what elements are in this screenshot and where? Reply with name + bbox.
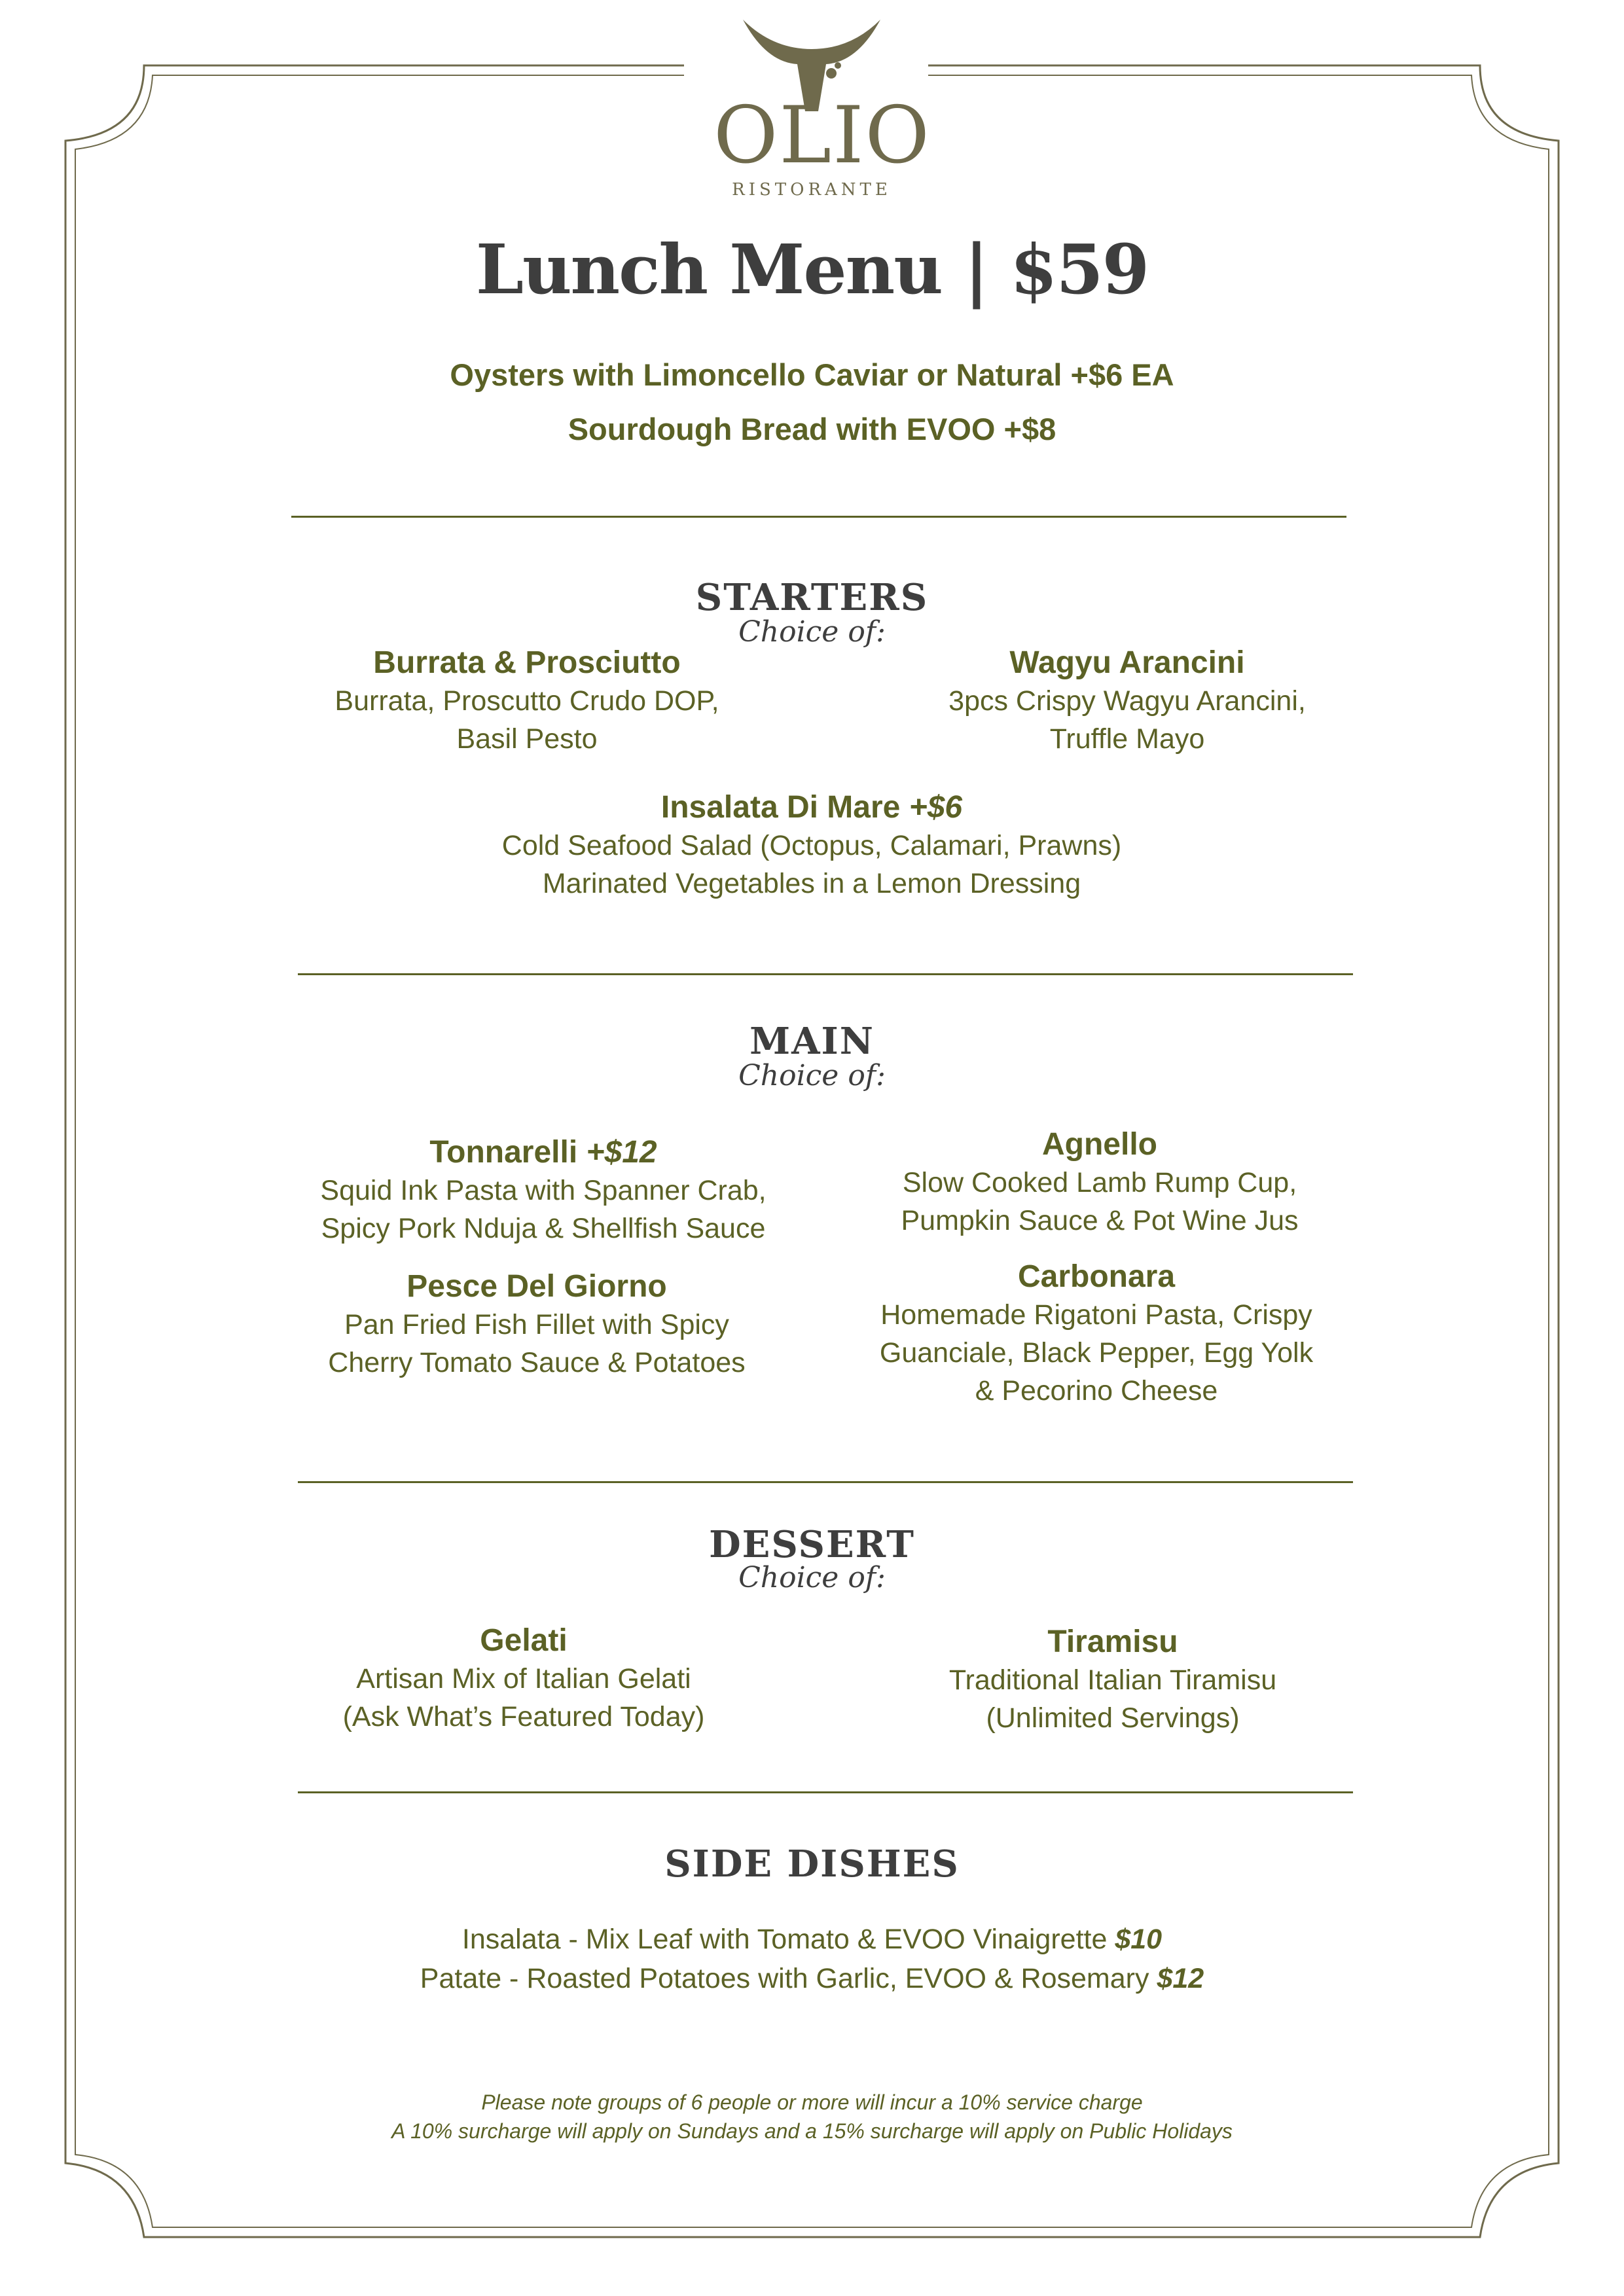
item-desc: Cherry Tomato Sauce & Potatoes	[328, 1347, 746, 1378]
brand-name: OLIO	[713, 90, 931, 181]
item-desc: Marinated Vegetables in a Lemon Dressing	[542, 868, 1081, 899]
item-name-row	[353, 789, 1270, 827]
main-heading: MAIN	[749, 1020, 875, 1063]
dessert-item-gelati	[262, 1622, 785, 1736]
item-desc: 3pcs Crispy Wagyu Arancini,	[948, 685, 1306, 717]
main-item-tonnarelli	[262, 1134, 825, 1247]
item-desc: Squid Ink Pasta with Spanner Crab,	[320, 1175, 767, 1206]
starter-item-burrata	[265, 644, 789, 758]
starters-heading: STARTERS	[695, 576, 929, 619]
side-price: $12	[1157, 1963, 1204, 1994]
item-desc: Traditional Italian Tiramisu	[948, 1664, 1277, 1696]
item-supplement: +$12	[586, 1135, 657, 1170]
item-name: Tiramisu	[1047, 1624, 1178, 1659]
starters-choice: Choice of:	[738, 615, 886, 649]
brand-subtitle: RISTORANTE	[732, 180, 892, 200]
item-name: Pesce Del Giorno	[406, 1269, 667, 1304]
divider-4	[298, 1791, 1353, 1793]
main-item-carbonara	[815, 1258, 1378, 1410]
main-item-pesce	[255, 1268, 818, 1382]
page-title: Lunch Menu | $59	[475, 229, 1149, 310]
extra-sourdough: Sourdough Bread with EVOO +$8	[568, 412, 1056, 446]
item-name: Gelati	[480, 1623, 568, 1658]
item-desc: (Unlimited Servings)	[986, 1702, 1240, 1734]
starter-item-arancini	[865, 644, 1389, 758]
logo	[713, 13, 931, 200]
side-item-patate	[0, 1958, 1624, 1999]
service-charge-note: Please note groups of 6 people or more will incur a 10% service charge	[481, 2090, 1143, 2114]
item-name: Agnello	[1042, 1127, 1157, 1162]
side-price: $10	[1115, 1924, 1163, 1955]
item-name: Insalata Di Mare	[660, 790, 901, 825]
item-desc: Burrata, Proscutto Crudo DOP,	[334, 685, 719, 717]
dessert-choice: Choice of:	[738, 1561, 886, 1594]
item-desc: Guanciale, Black Pepper, Egg Yolk	[879, 1337, 1314, 1369]
starter-item-insalata	[353, 789, 1270, 903]
divider-1	[291, 516, 1346, 518]
item-desc: Basil Pesto	[456, 723, 598, 755]
item-desc: Spicy Pork Nduja & Shellfish Sauce	[321, 1213, 766, 1244]
side-text: Patate - Roasted Potatoes with Garlic, EVOO & Rosemary	[420, 1963, 1149, 1994]
item-desc: Pumpkin Sauce & Pot Wine Jus	[901, 1205, 1299, 1236]
side-text: Insalata - Mix Leaf with Tomato & EVOO Vinaigrette	[461, 1924, 1108, 1955]
item-desc: Homemade Rigatoni Pasta, Crispy	[880, 1299, 1312, 1331]
divider-3	[298, 1481, 1353, 1483]
side-item-insalata	[0, 1919, 1624, 1960]
item-name: Wagyu Arancini	[1009, 645, 1245, 680]
item-desc: Slow Cooked Lamb Rump Cup,	[902, 1167, 1297, 1198]
dessert-item-tiramisu	[851, 1623, 1375, 1737]
item-desc: Pan Fried Fish Fillet with Spicy	[344, 1309, 729, 1340]
item-name-row	[262, 1134, 825, 1172]
divider-2	[298, 973, 1353, 975]
item-desc: & Pecorino Cheese	[975, 1375, 1218, 1407]
main-choice: Choice of:	[738, 1059, 886, 1092]
item-name: Carbonara	[1017, 1259, 1176, 1294]
item-desc: Truffle Mayo	[1049, 723, 1205, 755]
item-supplement: +$6	[909, 790, 963, 825]
surcharge-note: A 10% surcharge will apply on Sundays and a 15% surcharge will apply on Public Holidays	[391, 2119, 1233, 2143]
item-desc: Artisan Mix of Italian Gelati	[356, 1663, 691, 1695]
sides-heading: SIDE DISHES	[664, 1842, 960, 1886]
dessert-heading: DESSERT	[709, 1523, 915, 1566]
item-desc: (Ask What’s Featured Today)	[342, 1701, 705, 1732]
extra-oysters: Oysters with Limoncello Caviar or Natural +$6 EA	[450, 357, 1174, 392]
item-name: Tonnarelli	[429, 1135, 578, 1170]
main-item-agnello	[818, 1126, 1381, 1240]
item-desc: Cold Seafood Salad (Octopus, Calamari, Prawns)	[501, 830, 1122, 861]
item-name: Burrata & Prosciutto	[373, 645, 681, 680]
